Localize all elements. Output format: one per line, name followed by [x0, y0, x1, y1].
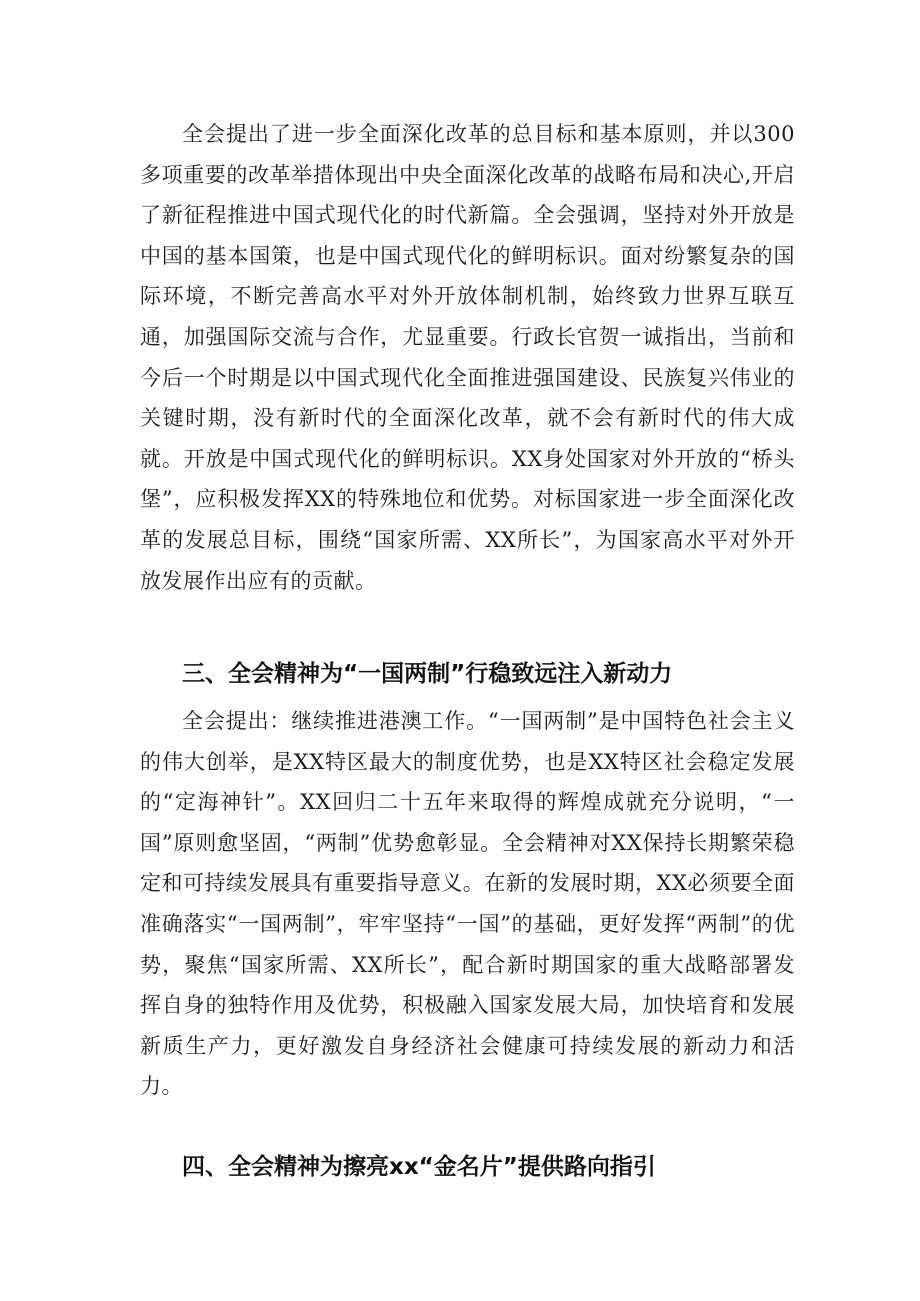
body-paragraph: 全会提出：继续推进港澳工作。“一国两制”是中国特色社会主义的伟大创举，是XX特区最大的制度优势，也是XX特区社会稳定发展的“定海神针”。XX回归二十五年来取得的辉煌成就充分说明，“一国”原则愈坚固，“两制”优势愈彰显。全会精神对XX保持长期繁荣稳定和可持续发展具有重要指导意义。在新的发展时期，XX必须要全面准确落实“一国两制”，牢牢坚持“一国”的基础，更好发挥“两制”的优势，聚焦“国家所需、XX所长”，配合新时期国家的重大战略部署发挥自身的独特作用及优势，积极融入国家发展大局，加快培育和发展新质生产力，更好激发自身经济社会健康可持续发展的新动力和活力。 — [140, 709, 795, 1099]
section-heading-3: 三、全会精神为“一国两制”行稳致远注入新动力 — [182, 661, 673, 687]
body-paragraph: 全会提出了进一步全面深化改革的总目标和基本原则，并以300多项重要的改革举措体现出中央全面深化改革的战略布局和决心,开启了新征程推进中国式现代化的时代新篇。全会强调，坚持对外开放是中国的基本国策，也是中国式现代化的鲜明标识。面对纷繁复杂的国际环境，不断完善高水平对外开放体制机制，始终致力世界互联互通，加强国际交流与合作，尤显重要。行政长官贺一诚指出，当前和今后一个时期是以中国式现代化全面推进强国建设、民族复兴伟业的关键时期，没有新时代的全面深化改革，就不会有新时代的伟大成就。开放是中国式现代化的鲜明标识。XX身处国家对外开放的“桥头堡”，应积极发挥XX的特殊地位和优势。对标国家进一步全面深化改革的发展总目标，围绕“国家所需、XX所长”，为国家高水平对外开放发展作出应有的贡献。 — [140, 122, 795, 593]
section-heading-4: 四、全会精神为擦亮xx“金名片”提供路向指引 — [182, 1154, 656, 1180]
